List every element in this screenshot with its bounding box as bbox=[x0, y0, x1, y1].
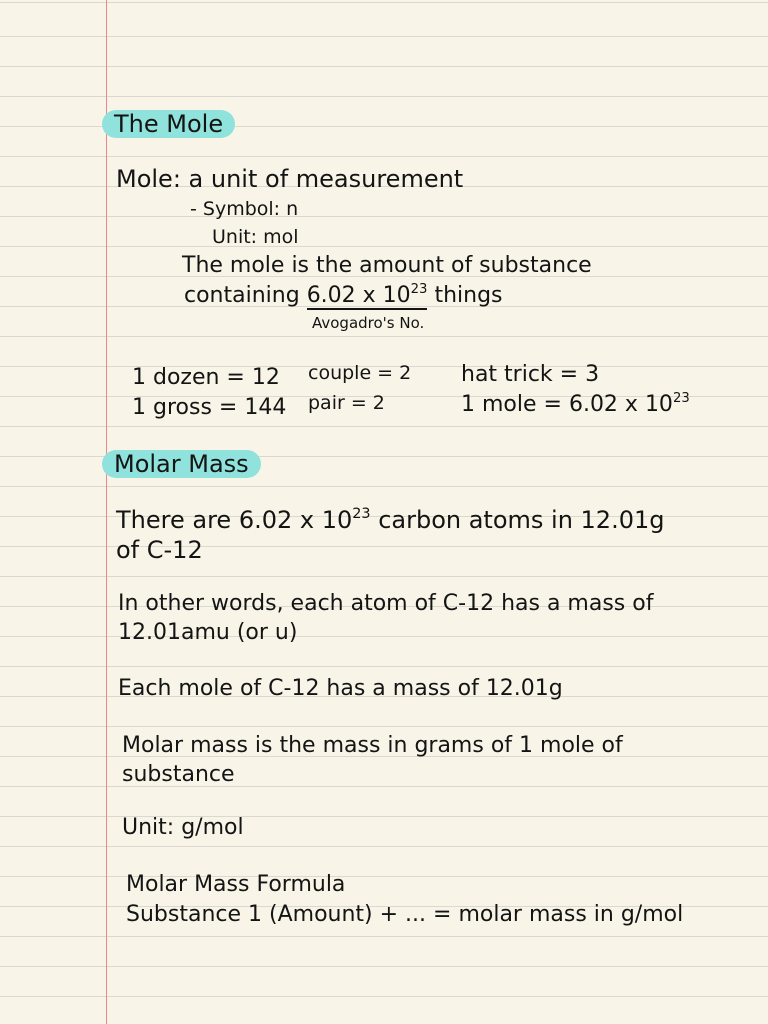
heading-the-mole: The Mole bbox=[102, 110, 235, 138]
mole-unit: Unit: mol bbox=[212, 226, 299, 248]
gross: 1 gross = 144 bbox=[132, 395, 287, 420]
couple: couple = 2 bbox=[308, 362, 412, 384]
things-text: things bbox=[434, 283, 503, 308]
avogadro-number: 6.02 x $10^{23}$ bbox=[306, 281, 428, 308]
margin-line bbox=[106, 0, 107, 1024]
each-mole-line: Each mole of C-12 has a mass of 12.01g bbox=[118, 676, 563, 701]
molar-mass-definition-1: Molar mass is the mass in grams of 1 mole of bbox=[122, 733, 623, 758]
formula: Substance 1 (Amount) + ... = molar mass in g/mol bbox=[126, 902, 684, 927]
molar-mass-unit: Unit: g/mol bbox=[122, 815, 244, 840]
mole-symbol: - Symbol: n bbox=[190, 198, 299, 220]
carbon-atoms-line-2: of C-12 bbox=[116, 536, 203, 564]
other-words-line-1: In other words, each atom of C-12 has a mass of bbox=[118, 591, 654, 616]
mole-definition: Mole: a unit of measurement bbox=[116, 165, 464, 193]
hat-trick: hat trick = 3 bbox=[461, 362, 600, 387]
heading-molar-mass: Molar Mass bbox=[102, 450, 261, 478]
carbon-atoms-line: There are 6.02 x $10^{23}$ carbon atoms in 12.01g bbox=[116, 505, 665, 534]
mole-sentence: The mole is the amount of substance bbox=[182, 253, 592, 278]
containing-text: containing bbox=[184, 283, 300, 308]
avogadro-label: Avogadro's No. bbox=[312, 314, 425, 332]
molar-mass-definition-2: substance bbox=[122, 762, 235, 787]
other-words-line-2: 12.01amu (or u) bbox=[118, 620, 298, 645]
pair: pair = 2 bbox=[308, 392, 385, 414]
containing-line bbox=[184, 281, 503, 310]
dozen: 1 dozen = 12 bbox=[132, 365, 280, 390]
formula-title: Molar Mass Formula bbox=[126, 872, 346, 897]
mole-equation: 1 mole = 6.02 x $10^{23}$ bbox=[461, 390, 690, 417]
